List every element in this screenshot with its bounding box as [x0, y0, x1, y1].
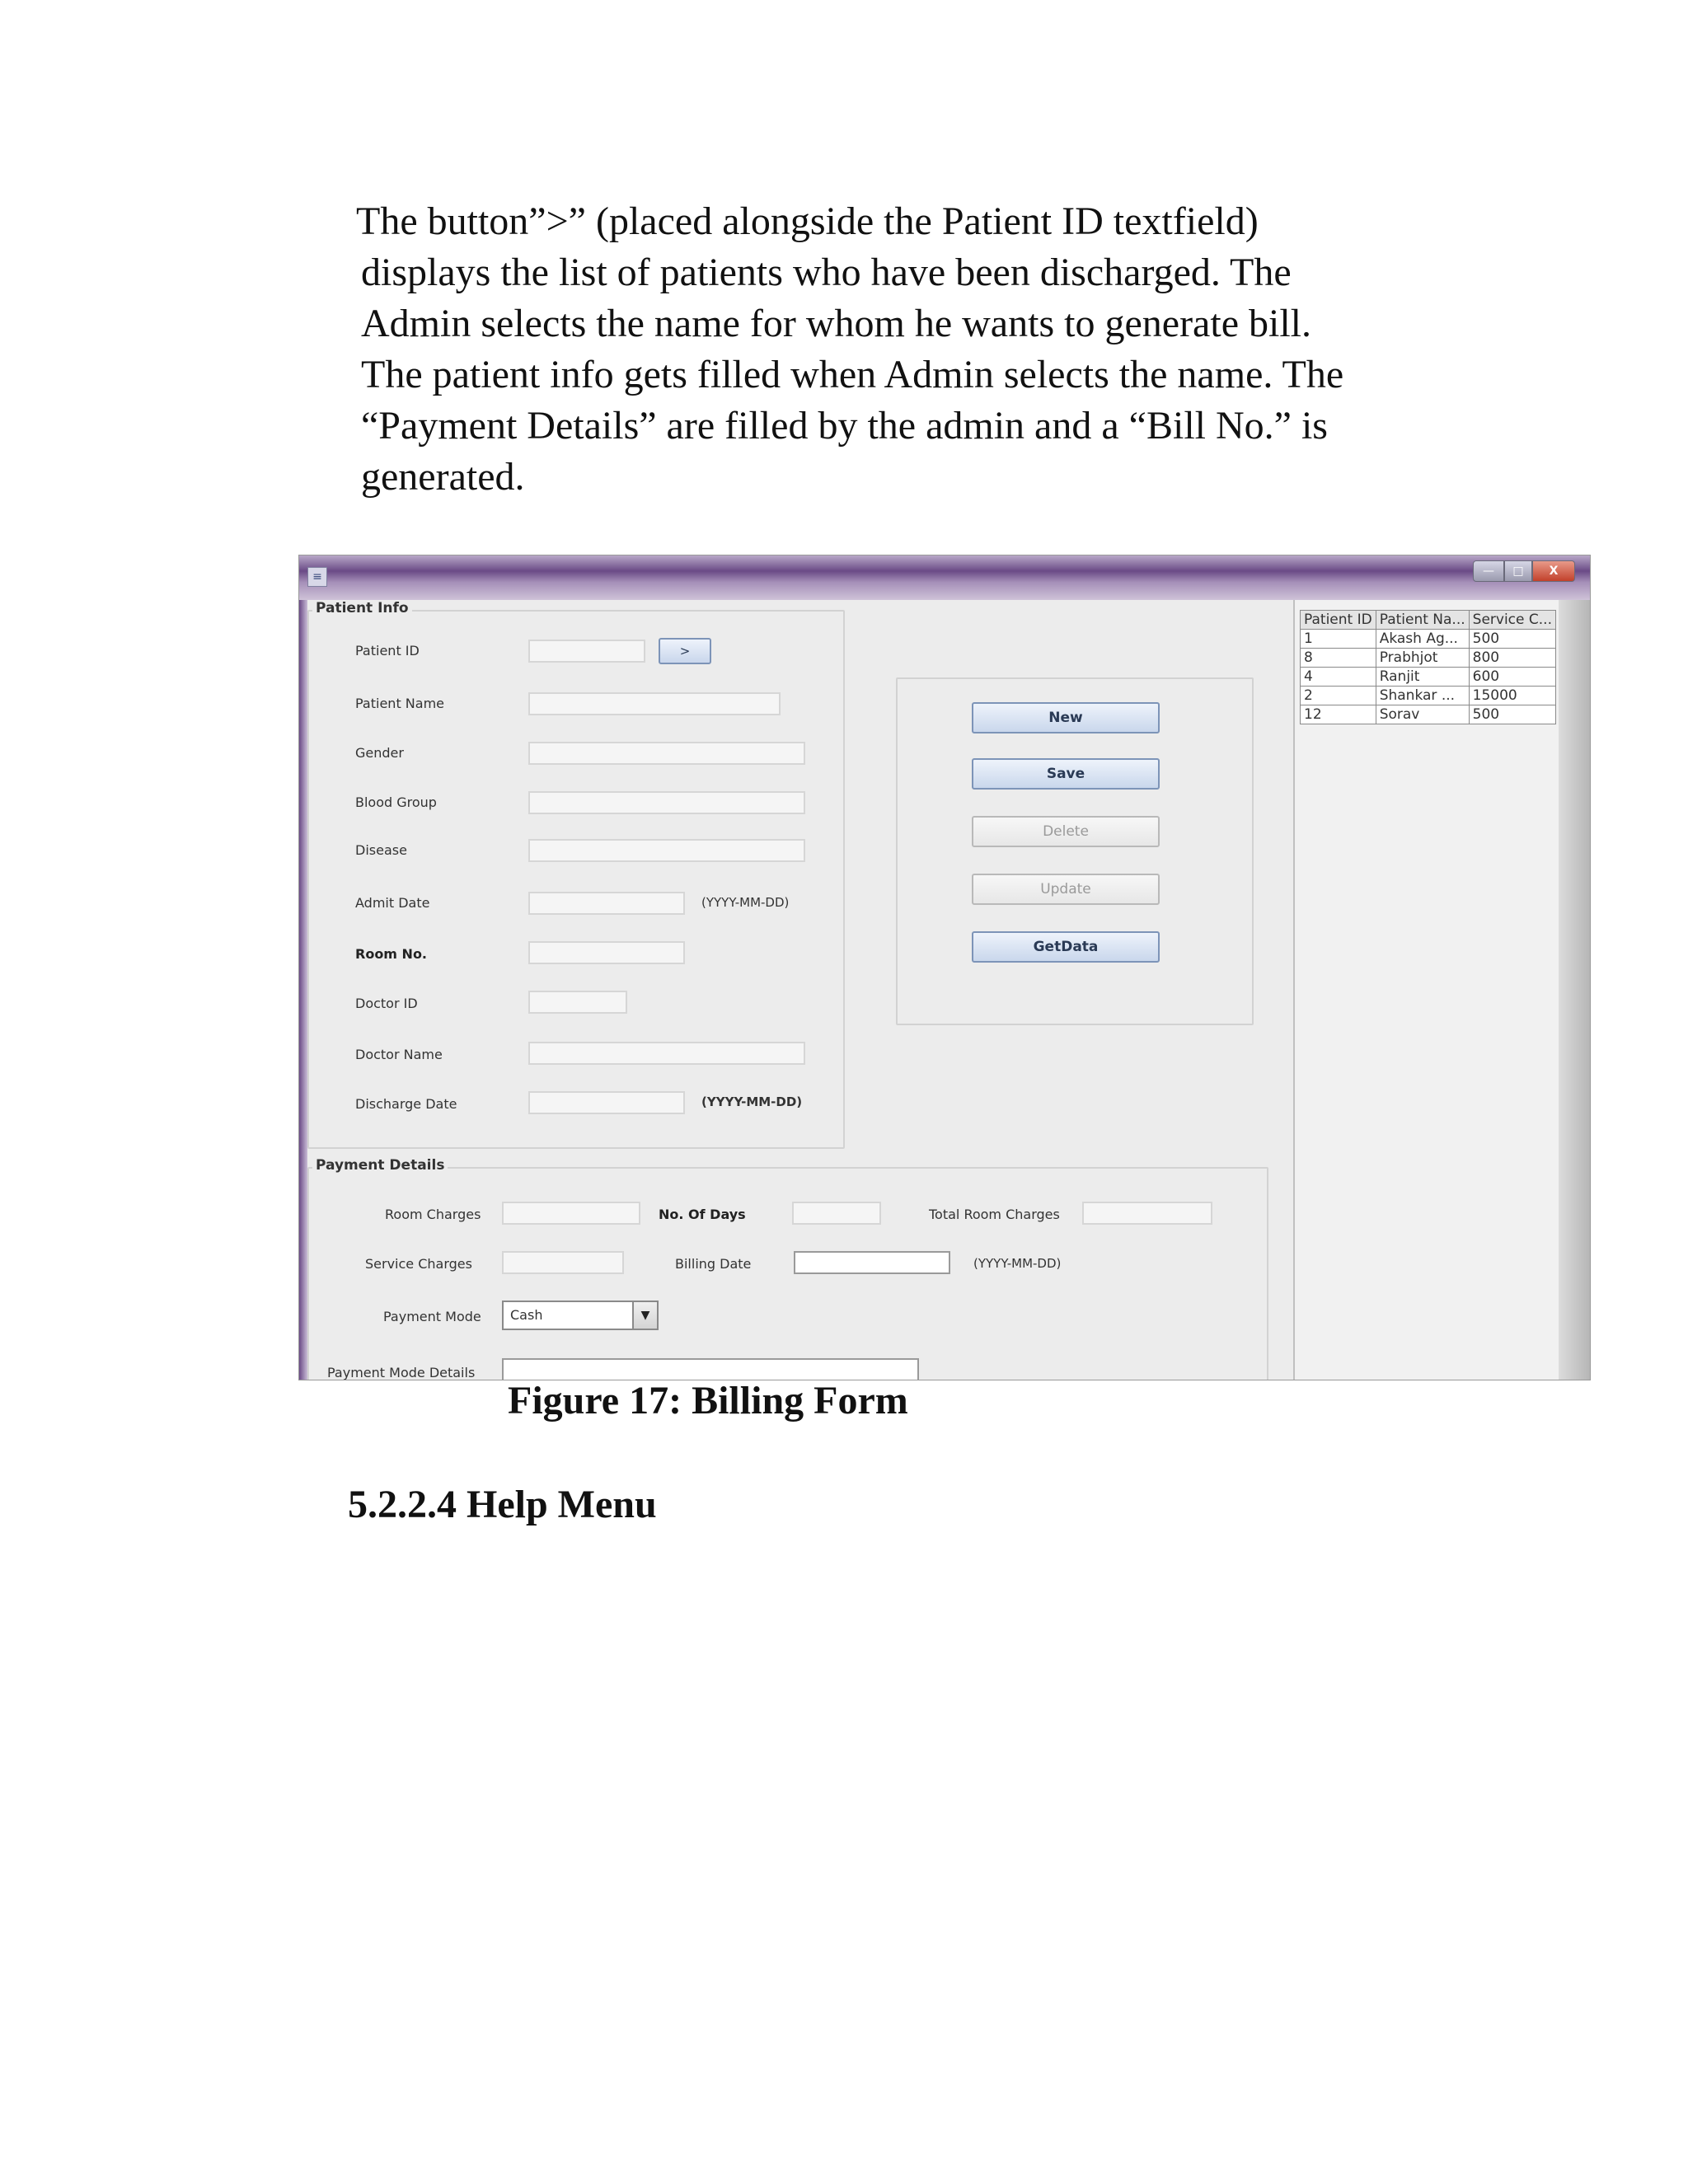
table-row[interactable] — [1301, 687, 1556, 705]
table-row[interactable] — [1301, 649, 1556, 668]
disease-label: Disease — [355, 842, 407, 858]
app-icon: ≡ — [307, 567, 327, 587]
payment-mode-details-field[interactable] — [502, 1358, 919, 1380]
doctor-id-field[interactable] — [528, 991, 627, 1014]
blood-group-label: Blood Group — [355, 794, 437, 810]
table-cell: Prabhjot — [1376, 649, 1469, 668]
billing-form-screenshot — [298, 555, 1591, 1380]
gender-field[interactable] — [528, 742, 805, 765]
patient-id-field[interactable] — [528, 640, 645, 663]
discharge-date-hint: (YYYY-MM-DD) — [701, 1094, 803, 1109]
chevron-down-icon[interactable]: ▼ — [632, 1302, 657, 1329]
room-charges-label: Room Charges — [385, 1207, 481, 1222]
billing-date-hint: (YYYY-MM-DD) — [973, 1256, 1062, 1271]
payment-mode-select[interactable] — [502, 1301, 659, 1330]
service-charges-field[interactable] — [502, 1251, 624, 1274]
gender-label: Gender — [355, 745, 404, 761]
payment-details-group — [307, 1167, 1268, 1380]
update-button[interactable]: Update — [972, 874, 1160, 905]
paragraph-line: displays the list of patients who have been discharged. The — [361, 251, 1292, 294]
patient-name-field[interactable] — [528, 692, 781, 715]
room-no-field[interactable] — [528, 941, 685, 964]
window-right-edge — [1559, 600, 1590, 1380]
window-controls — [1473, 560, 1575, 582]
disease-field[interactable] — [528, 839, 805, 862]
total-room-charges-label: Total Room Charges — [929, 1207, 1060, 1222]
no-of-days-label: No. Of Days — [659, 1207, 746, 1222]
payment-mode-label: Payment Mode — [383, 1309, 481, 1324]
paragraph-line: The button”>” (placed alongside the Patient ID textfield) — [356, 199, 1259, 243]
table-cell: Ranjit — [1376, 668, 1469, 687]
figure-caption: Figure 17: Billing Form — [508, 1379, 908, 1422]
maximize-button[interactable]: □ — [1504, 560, 1532, 582]
table-cell: 2 — [1301, 687, 1376, 705]
save-button[interactable]: Save — [972, 758, 1160, 790]
table-cell: Sorav — [1376, 705, 1469, 724]
admit-date-hint: (YYYY-MM-DD) — [701, 895, 790, 910]
patients-table — [1300, 610, 1556, 724]
paragraph-line: generated. — [361, 455, 525, 499]
total-room-charges-field[interactable] — [1082, 1202, 1212, 1225]
patient-info-group — [307, 610, 845, 1149]
admit-date-label: Admit Date — [355, 895, 430, 911]
table-cell: 4 — [1301, 668, 1376, 687]
table-row[interactable] — [1301, 705, 1556, 724]
close-button[interactable]: X — [1532, 560, 1575, 582]
service-charges-label: Service Charges — [365, 1256, 472, 1272]
column-header[interactable]: Patient ID — [1301, 611, 1376, 630]
new-button[interactable]: New — [972, 702, 1160, 733]
table-cell: 600 — [1469, 668, 1555, 687]
doctor-name-label: Doctor Name — [355, 1047, 443, 1062]
table-cell: 12 — [1301, 705, 1376, 724]
section-heading: 5.2.2.4 Help Menu — [348, 1483, 657, 1526]
table-row[interactable] — [1301, 668, 1556, 687]
payment-details-title: Payment Details — [312, 1157, 448, 1174]
payment-mode-details-label: Payment Mode Details — [327, 1365, 476, 1380]
column-header[interactable]: Patient Na... — [1376, 611, 1469, 630]
table-cell: 15000 — [1469, 687, 1555, 705]
room-charges-field[interactable] — [502, 1202, 640, 1225]
delete-button[interactable]: Delete — [972, 816, 1160, 847]
patient-name-label: Patient Name — [355, 696, 444, 711]
paragraph-line: The patient info gets filled when Admin selects the name. The — [361, 353, 1344, 396]
paragraph-line: “Payment Details” are filled by the admin and a “Bill No.” is — [361, 404, 1328, 448]
doctor-name-field[interactable] — [528, 1042, 805, 1065]
table-row[interactable] — [1301, 630, 1556, 649]
window-left-edge — [299, 600, 307, 1380]
discharge-date-field[interactable] — [528, 1091, 685, 1114]
payment-mode-value: Cash — [510, 1307, 543, 1323]
table-cell: 1 — [1301, 630, 1376, 649]
minimize-button[interactable]: — — [1473, 560, 1504, 582]
window-titlebar — [299, 555, 1590, 600]
table-cell: Shankar ... — [1376, 687, 1469, 705]
patient-id-label: Patient ID — [355, 643, 420, 658]
body-paragraph — [356, 196, 1477, 503]
patients-table-panel — [1293, 600, 1560, 1380]
admit-date-field[interactable] — [528, 892, 685, 915]
table-cell: 500 — [1469, 705, 1555, 724]
billing-date-field[interactable] — [794, 1251, 950, 1274]
discharge-date-label: Discharge Date — [355, 1096, 457, 1112]
billing-date-label: Billing Date — [675, 1256, 752, 1272]
doctor-id-label: Doctor ID — [355, 996, 418, 1011]
table-cell: 500 — [1469, 630, 1555, 649]
table-cell: 8 — [1301, 649, 1376, 668]
room-no-label: Room No. — [355, 946, 428, 962]
patient-lookup-button[interactable]: > — [659, 638, 711, 664]
no-of-days-field[interactable] — [792, 1202, 881, 1225]
patient-info-title: Patient Info — [312, 600, 412, 616]
getdata-button[interactable]: GetData — [972, 931, 1160, 963]
table-cell: 800 — [1469, 649, 1555, 668]
blood-group-field[interactable] — [528, 791, 805, 814]
paragraph-line: Admin selects the name for whom he wants to generate bill. — [361, 302, 1312, 345]
table-cell: Akash Ag... — [1376, 630, 1469, 649]
column-header[interactable]: Service C... — [1469, 611, 1555, 630]
